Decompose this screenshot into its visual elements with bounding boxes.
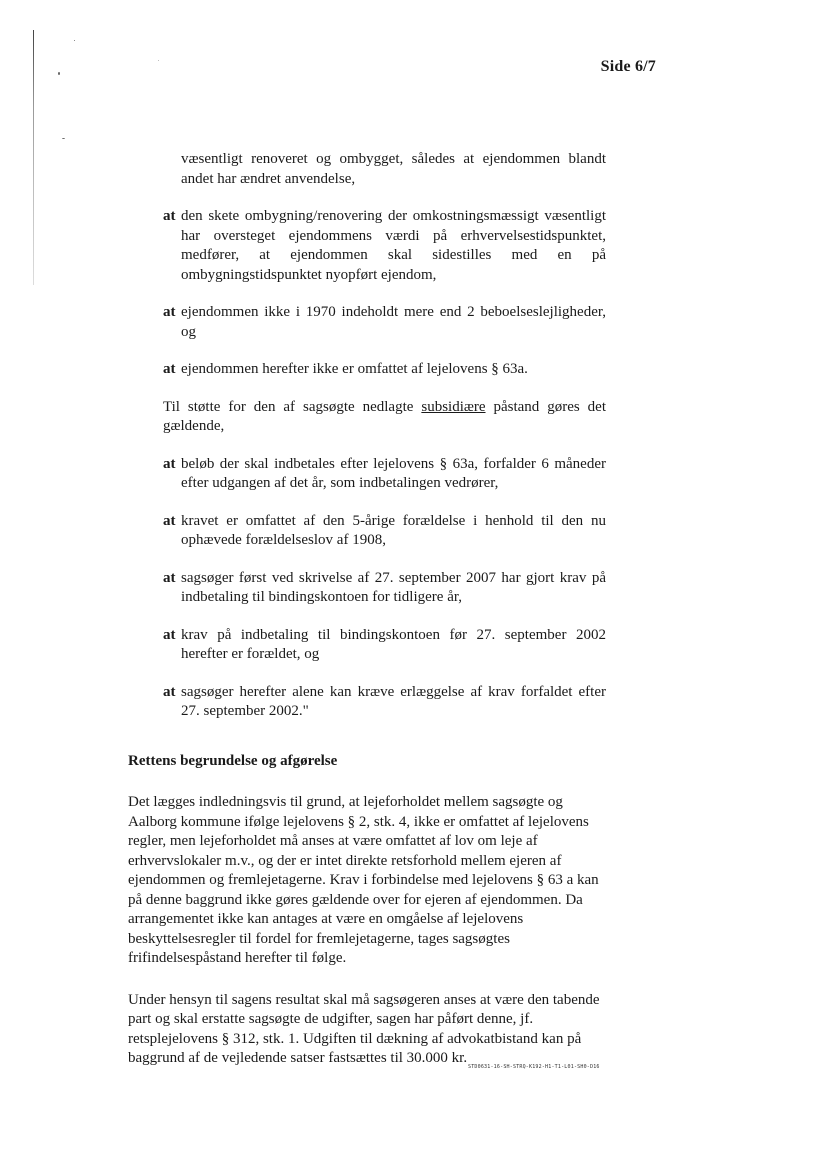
list-item-prefix: at	[163, 361, 176, 377]
list-item-prefix: at	[163, 208, 176, 224]
list-item	[163, 207, 606, 285]
list-item	[163, 360, 606, 380]
scan-speck	[74, 40, 75, 41]
support-intro-before: Til støtte for den af sagsøgte nedlagte	[163, 398, 422, 415]
list-item-prefix: at	[163, 304, 176, 320]
list-item-text: sagsøger herefter alene kan kræve erlæggelse af krav forfaldet efter 27. september 2002."	[181, 683, 606, 719]
scan-edge-artifact	[33, 30, 34, 285]
footer-document-code: STD0631-16-SH-STRQ-K192-H1-T1-L01-SH0-D16	[468, 1064, 600, 1070]
list-item	[163, 626, 606, 665]
list-item	[163, 569, 606, 608]
list-item-text: ejendommen ikke i 1970 indeholdt mere end 2 beboelseslejligheder, og	[181, 304, 606, 340]
list-item-prefix: at	[163, 626, 176, 643]
list-item	[163, 303, 606, 342]
document-body	[128, 150, 606, 1091]
list-item	[163, 512, 606, 551]
list-item-prefix: at	[163, 512, 176, 529]
list-item-text: beløb der skal indbetales efter lejelovens § 63a, forfalder 6 måneder efter udgangen af det år, som indbetalingen vedrører,	[181, 455, 606, 491]
list-item-text: kravet er omfattet af den 5-årige forældelse i henhold til den nu ophævede forældelseslov af 1908,	[181, 512, 606, 548]
list-item-prefix: at	[163, 683, 176, 700]
section-paragraph: Det lægges indledningsvis til grund, at lejeforholdet mellem sagsøgte og Aalborg kommune ifølge lejelovens § 2, stk. 4, ikke er omfattet af lejelovens regler, men lejeforholdet må anses at være omfattet af lov om leje af erhvervslokaler m.v., og der er intet direkte retsforhold mellem ejeren af ejendommen og fremlejetagerne. Krav i forbindelse med lejelovens § 63 a kan på denne baggrund ikke gøres gældende over for ejeren af ejendommen. Da arrangementet ikke kan antages at være en omgåelse af lejelovens beskyttelsesregler til fordel for fremlejetagerne, tages sagsøgtes frifindelsespåstand herefter til følge.	[128, 794, 599, 966]
section-heading: Rettens begrundelse og afgørelse	[128, 752, 338, 769]
support-intro-underlined: subsidiære	[421, 398, 486, 415]
page-number: Side 6/7	[600, 58, 656, 75]
support-intro	[163, 398, 606, 437]
list-item-text: den skete ombygning/renovering der omkostningsmæssigt væsentligt har oversteget ejendommens værdi på erhvervelsestidspunktet, medfører, at ejendommen skal sidestilles med en på ombygningstidspunktet nyopført ejendom,	[181, 208, 606, 283]
list-item-prefix: at	[163, 569, 176, 586]
list-item-text: sagsøger først ved skrivelse af 27. september 2007 har gjort krav på indbetaling til bindingskontoen for tidligere år,	[181, 569, 606, 605]
list-item-text: ejendommen herefter ikke er omfattet af lejelovens § 63a.	[181, 361, 528, 377]
list-item-text: krav på indbetaling til bindingskontoen før 27. september 2002 herefter er forældet, og	[181, 626, 606, 662]
section-paragraph: Under hensyn til sagens resultat skal må sagsøgeren anses at være den tabende part og skal erstatte sagsøgte de udgifter, sagen har påført denne, jf. retsplejelovens § 312, stk. 1. Udgiften til dækning af advokatbistand kan på baggrund af de vejledende satser fastsættes til 30.000 kr.	[128, 991, 600, 1066]
list-item	[163, 455, 606, 494]
scan-speck	[158, 60, 159, 61]
continuation-text: væsentligt renoveret og ombygget, således at ejendommen blandt andet har ændret anvendelse,	[181, 151, 606, 187]
list-item-prefix: at	[163, 455, 176, 472]
scan-speck	[62, 138, 65, 139]
list-item	[163, 683, 606, 722]
scan-speck	[58, 72, 60, 75]
support-intro-after: påstand gøres det gældende,	[163, 398, 607, 434]
